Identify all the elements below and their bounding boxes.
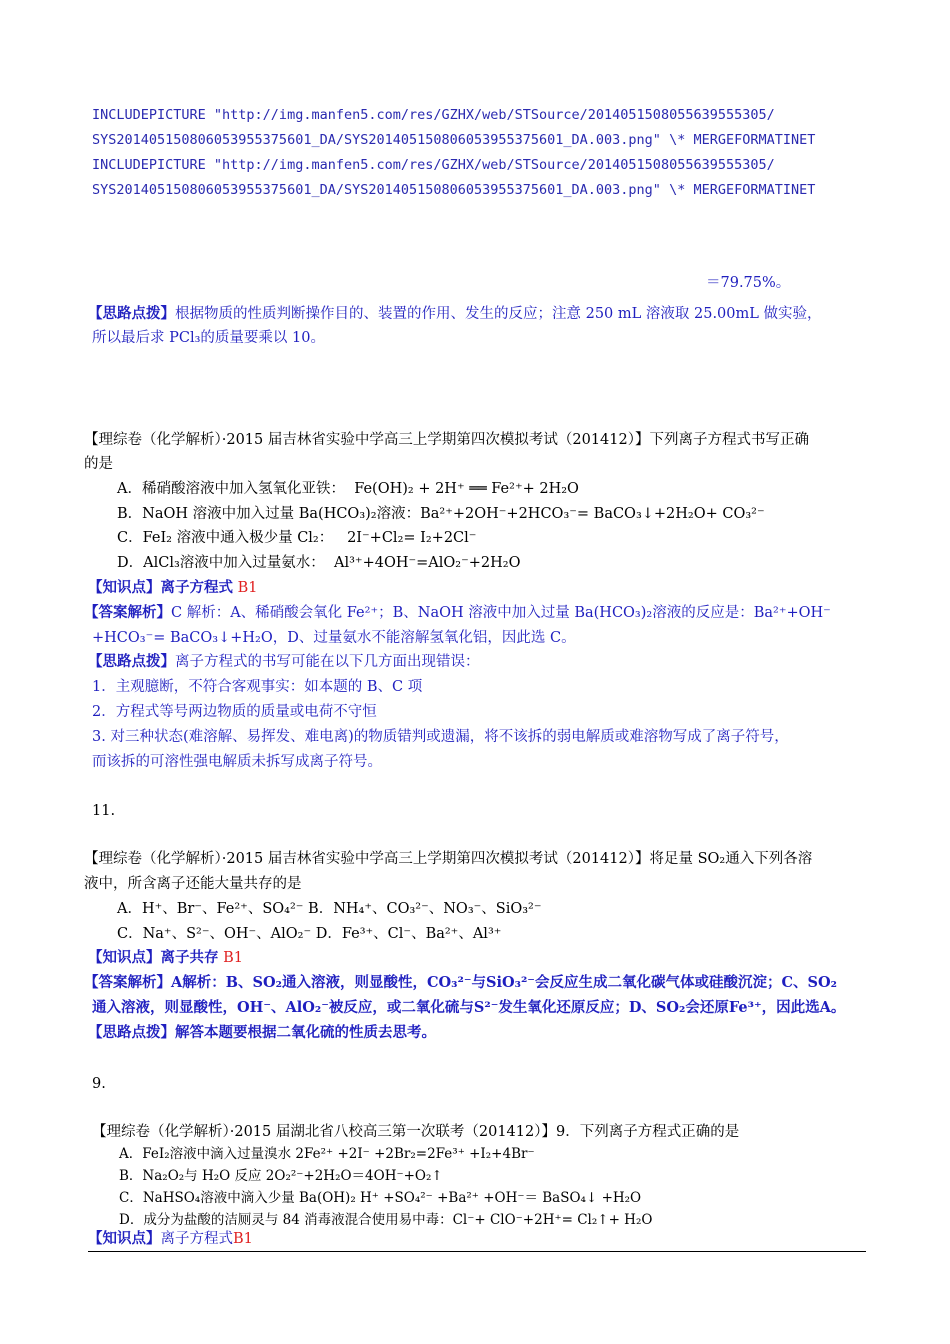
question-source (84, 848, 812, 870)
hint-text-cont: 所以最后求 PCl₃的质量要乘以 10。 (92, 330, 325, 346)
question-stem-cont: 液中，所含离子还能大量共存的是 (84, 876, 302, 892)
question-stem: 9．下列离子方程式正确的是 (555, 1124, 740, 1140)
hint-item: 1．主观臆断，不符合客观事实：如本题的 B、C 项 (92, 679, 423, 695)
kp-tag: 【知识点】 (88, 949, 161, 966)
question-stem-cont: 的是 (84, 456, 113, 472)
option-a: A．FeI₂溶液中滴入过量溴水 2Fe²⁺ +2I⁻ +2Br₂=2Fe³⁺ +I₂+4Br⁻ (119, 1146, 535, 1162)
question-source (84, 429, 809, 451)
hint-tag: 【思路点拨】 (88, 305, 175, 322)
hint-item: 2．方程式等号两边物质的质量或电荷不守恒 (92, 704, 377, 720)
hint-tag: 【思路点拨】 (88, 1024, 175, 1041)
knowledge-point (88, 1228, 253, 1250)
kp-code: B1 (223, 950, 243, 966)
answer-text-cont: +HCO₃⁻= BaCO₃↓+H₂O，D、过量氨水不能溶解氢氧化铝，因此选 C。 (92, 630, 576, 646)
option-d (117, 552, 520, 574)
option-d: D．成分为盐酸的洁厕灵与 84 消毒液混合使用易中毒：Cl⁻+ ClO⁻+2H⁺= Cl₂↑+ H₂O (119, 1212, 653, 1228)
footer-rule (88, 1251, 866, 1252)
answer-text: A解析：B、SO₂通入溶液，则显酸性，CO₃²⁻与SiO₃²⁻会反应生成二氧化碳气体或硅酸沉淀；C、SO₂ (171, 974, 837, 991)
question-source (92, 1121, 739, 1143)
option-c (117, 527, 476, 549)
result-value: ＝79.75%。 (706, 275, 791, 291)
answer-text-cont: 通入溶液，则显酸性，OH⁻、AlO₂⁻被反应，或二氧化硫与S²⁻发生氧化还原反应；D、SO₂会还原Fe³⁺，因此选A。 (92, 999, 846, 1016)
hint-paragraph (88, 651, 480, 673)
option-label: C．FeI₂ 溶液中通入极少量 Cl₂： (117, 530, 334, 546)
question-stem: 将足量 SO₂通入下列各溶 (649, 851, 813, 867)
option-ab: A．H⁺、Br⁻、Fe²⁺、SO₄²⁻ B．NH₄⁺、CO₃²⁻、NO₃⁻、SiO₃²⁻ (117, 901, 542, 917)
option-equation: 2I⁻+Cl₂= I₂+2Cl⁻ (347, 530, 477, 546)
source-label: 【理综卷（化学解析）·2015 届湖北省八校高三第一次联考（201412）】 (92, 1124, 556, 1140)
kp-text: 离子共存 (160, 949, 219, 966)
option-b: B．Na₂O₂与 H₂O 反应 2O₂²⁻+2H₂O＝4OH⁻+O₂↑ (119, 1168, 443, 1184)
answer-analysis (84, 602, 831, 624)
option-equation: Ba²⁺+2OH⁻+2HCO₃⁻= BaCO₃↓+2H₂O+ CO₃²⁻ (420, 506, 765, 522)
option-equation: Fe(OH)₂ + 2H⁺ ══ Fe²⁺+ 2H₂O (354, 481, 579, 497)
field-code-line: SYS201405150806053955375601_DA/SYS201405150806053955375601_DA.003.png" \* MERGEFORMATINET (92, 132, 816, 148)
answer-text: C 解析：A、稀硝酸会氧化 Fe²⁺；B、NaOH 溶液中加入过量 Ba(HCO₃)₂溶液的反应是：Ba²⁺+OH⁻ (171, 605, 831, 621)
kp-text: 离子方程式 (160, 579, 233, 596)
question-number: 11. (92, 803, 116, 819)
kp-code: B1 (233, 1231, 253, 1247)
field-code-line: SYS201405150806053955375601_DA/SYS201405150806053955375601_DA.003.png" \* MERGEFORMATINET (92, 182, 816, 198)
question-stem: 下列离子方程式书写正确 (649, 432, 809, 448)
hint-text: 解答本题要根据二氧化硫的性质去思考。 (175, 1024, 436, 1041)
answer-tag: 【答案解析】 (84, 604, 171, 621)
option-a (117, 478, 579, 500)
option-equation: Al³⁺+4OH⁻=AlO₂⁻+2H₂O (334, 555, 521, 571)
hint-text: 离子方程式的书写可能在以下几方面出现错误： (175, 654, 480, 670)
source-label: 【理综卷（化学解析）·2015 届吉林省实验中学高三上学期第四次模拟考试（201412）】 (84, 432, 650, 448)
knowledge-point (88, 577, 258, 599)
hint-item: 3. 对三种状态(难溶解、易挥发、难电离)的物质错判或遗漏，将不该拆的弱电解质或难溶物写成了离子符号， (92, 729, 789, 745)
option-label: D．AlCl₃溶液中加入过量氨水： (117, 555, 325, 571)
knowledge-point (88, 947, 243, 969)
kp-tag: 【知识点】 (88, 579, 161, 596)
answer-analysis (84, 972, 837, 994)
source-label: 【理综卷（化学解析）·2015 届吉林省实验中学高三上学期第四次模拟考试（201412）】 (84, 851, 650, 867)
option-label: B．NaOH 溶液中加入过量 Ba(HCO₃)₂溶液： (117, 506, 421, 522)
answer-tag: 【答案解析】 (84, 974, 171, 991)
field-code-line: INCLUDEPICTURE "http://img.manfen5.com/res/GZHX/web/STSource/2014051508055639555305/ (92, 157, 775, 173)
option-label: A．稀硝酸溶液中加入氢氧化亚铁： (117, 481, 345, 497)
option-c: C．NaHSO₄溶液中滴入少量 Ba(OH)₂ H⁺ +SO₄²⁻ +Ba²⁺ +OH⁻＝ BaSO₄↓ +H₂O (119, 1190, 642, 1206)
option-cd: C．Na⁺、S²⁻、OH⁻、AlO₂⁻ D．Fe³⁺、Cl⁻、Ba²⁺、Al³⁺ (117, 926, 502, 942)
question-number: 9. (92, 1076, 106, 1092)
hint-tag: 【思路点拨】 (88, 653, 175, 670)
hint-paragraph (88, 303, 822, 325)
hint-text: 根据物质的性质判断操作目的、装置的作用、发生的反应；注意 250 mL 溶液取 25.00mL 做实验， (175, 306, 822, 322)
kp-code: B1 (237, 580, 258, 596)
kp-text: 离子方程式 (160, 1231, 233, 1247)
field-code-line: INCLUDEPICTURE "http://img.manfen5.com/res/GZHX/web/STSource/2014051508055639555305/ (92, 107, 775, 123)
kp-tag: 【知识点】 (88, 1230, 161, 1247)
option-b (117, 503, 765, 525)
hint-item-cont: 而该拆的可溶性强电解质未拆写成离子符号。 (92, 754, 382, 770)
hint-paragraph (88, 1022, 436, 1044)
